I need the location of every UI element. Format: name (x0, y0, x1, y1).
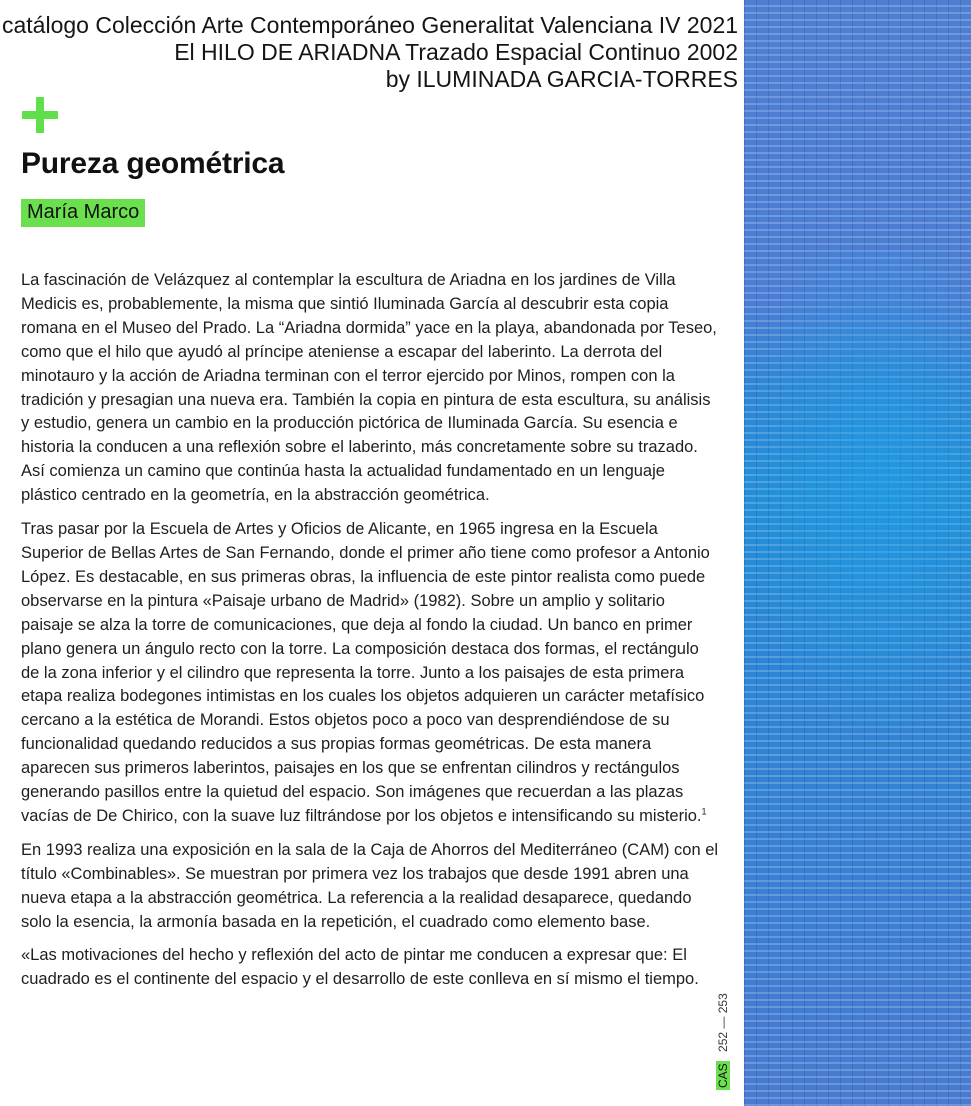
page-header (2, 12, 738, 93)
blue-textile-highlight (744, 250, 971, 750)
paragraph: En 1993 realiza una exposición en la sala de la Caja de Ahorros del Mediterráneo (CAM) con el título «Combinables». Se muestran por primera vez los trabajos que desde 1991 abren una nueva etapa a la abstracción geométrica. La referencia a la realidad desaparece, quedando solo la esencia, la armonía basada en la repetición, el cuadrado como elemento base. (21, 840, 719, 931)
author-badge: María Marco (21, 199, 145, 227)
language-badge: CAS (716, 1063, 730, 1088)
footnote-marker: 1 (701, 806, 707, 817)
article-title: Pureza geométrica (21, 147, 285, 180)
paragraph: La fascinación de Velázquez al contemplar la escultura de Ariadna en los jardines de Villa Medicis es, probablemente, la misma que sintió Iluminada García al descubrir esta copia romana en el Museo del Prado. La “Ariadna dormida” yace en la playa, abandonada por Teseo, como que el hilo que ayudó al príncipe ateniense a escapar del laberinto. La derrota del minotauro y la acción de Ariadna terminan con el terror ejercido por Minos, rompen con la tradición y presagian una nueva era. También la copia en pintura de esta escultura, su análisis y estudio, genera un cambio en la producción pictórica de Iluminada García. Su esencia e historia la conducen a una reflexión sobre el laberinto, más concretamente sobre su trazado. Así comienza un camino que continúa hasta la actualidad fundamentado en un lenguaje plástico centrado en la geometría, en la abstracción geométrica. (21, 271, 717, 505)
paragraph-text: Tras pasar por la Escuela de Artes y Oficios de Alicante, en 1965 ingresa en la Escuela Superior de Bellas Artes de San Fernando, donde el primer año tiene como profesor a Antonio López. Es destacable, en sus primeras obras, la influencia de este pintor realista como puede observarse en la pintura «Paisaje urbano de Madrid» (1982). Sobre un amplio y solitario paisaje se alza la torre de comunicaciones, que deja al fondo la ciudad. Un banco en primer plano genera un ángulo recto con la torre. La composición destaca dos formas, el rectángulo de la zona inferior y el cilindro que representa la torre. Junto a los paisajes de esta primera etapa realiza bodegones intimistas en los cuales los objetos adquieren un carácter metafísico cercano a la estética de Morandi. Estos objetos poco a poco van desprendiéndose de su funcionalidad quedando reducidos a sus propias formas geométricas. De esta manera aparecen sus primeros laberintos, paisajes en los que se enfrentan cilindros y rectángulos generando pasillos entre la quietud del espacio. Son imágenes que recuerdan a las plazas vacías de De Chirico, con la suave luz filtrándose por los objetos e intensificando su misterio. (21, 520, 710, 825)
paragraph (21, 518, 721, 829)
plus-icon (22, 97, 58, 133)
header-artist-line: by ILUMINADA GARCIA-TORRES (385, 66, 738, 92)
side-page-label (716, 993, 730, 1090)
header-artwork-line: El HILO DE ARIADNA Trazado Espacial Continuo 2002 (174, 39, 738, 65)
page-numbers: 252 — 253 (716, 993, 730, 1052)
paragraph: «Las motivaciones del hecho y reflexión del acto de pintar me conducen a expresar que: El cuadrado es el continente del espacio y el desarrollo de este conlleva en sí mismo el tiempo. (21, 946, 699, 989)
header-catalog-line: catálogo Colección Arte Contemporáneo Generalitat Valenciana IV 2021 (2, 12, 739, 38)
article-body (21, 269, 721, 1002)
